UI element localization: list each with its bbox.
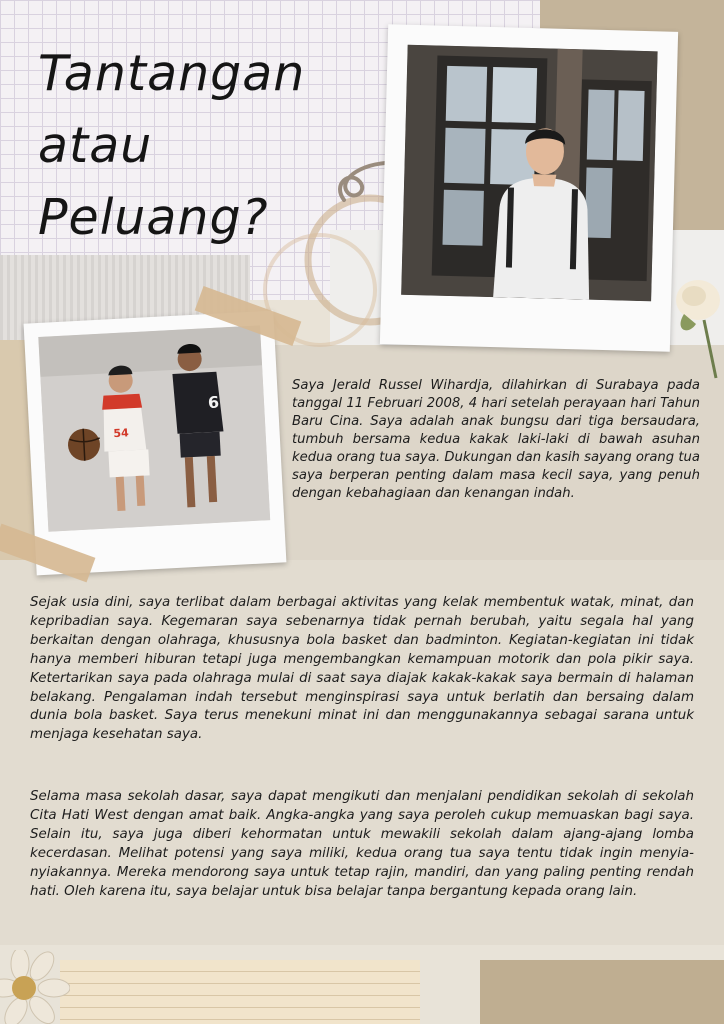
portrait-illustration	[401, 45, 657, 301]
polaroid-basketball	[24, 311, 287, 576]
body-paragraph-2: Selama masa sekolah dasar, saya dapat mengikuti dan menjalani pendidikan sekolah di sekolah Cita Hati West dengan amat baik. Angka-angka yang saya peroleh cukup memuaskan bagi saya. Selain itu, saya juga diberi kehormatan untuk mewakili sekolah dalam ajang-ajang lomba kecerdasan. Melihat potensi yang saya miliki, kedua orang tua saya tentu tidak ingin menyia-nyiakannya. Mereka mendorong saya untuk tetap rajin, mandiri, dan yang paling penting rendah hati. Oleh karena itu, saya belajar untuk bisa belajar tanpa bergantung kepada orang lain.	[30, 789, 694, 899]
jersey-number-6: 6	[207, 392, 220, 413]
kraft-paper-bottom-right	[480, 960, 724, 1024]
intro-paragraph: Saya Jerald Russel Wihardja, dilahirkan di Surabaya pada tanggal 11 Februari 2008, 4 hari setelah perayaan hari Tahun Baru Cina. Saya adalah anak bungsu dari tiga bersaudara, tumbuh bersama kedua kakak laki-laki di bawah asuhan kedua orang tua saya. Dukungan dan kasih sayang orang tua saya berperan penting dalam masa kecil saya, yang penuh dengan kebahagiaan dan kenangan indah.	[292, 378, 700, 501]
body-paragraph-1: Sejak usia dini, saya terlibat dalam berbagai aktivitas yang kelak membentuk watak, minat, dan kepribadian saya. Kegemaran saya sebenarnya tidak pernah berubah, yaitu segala hal yang berkaitan dengan olahraga, khususnya bola basket dan badminton. Kegiatan-kegiatan ini tidak hanya memberi hiburan tetapi juga mengembangkan kemampuan motorik dan pola pikir saya. Ketertarikan saya pada olahraga mulai di saat saya diajak kakak-kakak saya bermain di halaman belakang. Pengalaman indah tersebut menginspirasi saya untuk berlatih dan bersaing dalam dunia bola basket. Saya terus menekuni minat ini dan menggunakannya sebagai sarana untuk menjaga kesehatan saya.	[30, 595, 694, 743]
polaroid-portrait	[380, 24, 678, 351]
title-line-1: Tantangan atau	[38, 45, 306, 174]
daisy-flower-icon	[0, 950, 70, 1024]
basketball-illustration	[38, 325, 270, 531]
lined-paper-scrap	[60, 960, 420, 1024]
rose-flower-icon	[664, 270, 724, 380]
jersey-number-54: 54	[113, 426, 130, 441]
title-line-2: Peluang?	[38, 189, 269, 246]
basketball-photo	[38, 325, 270, 531]
portrait-photo	[401, 45, 657, 301]
